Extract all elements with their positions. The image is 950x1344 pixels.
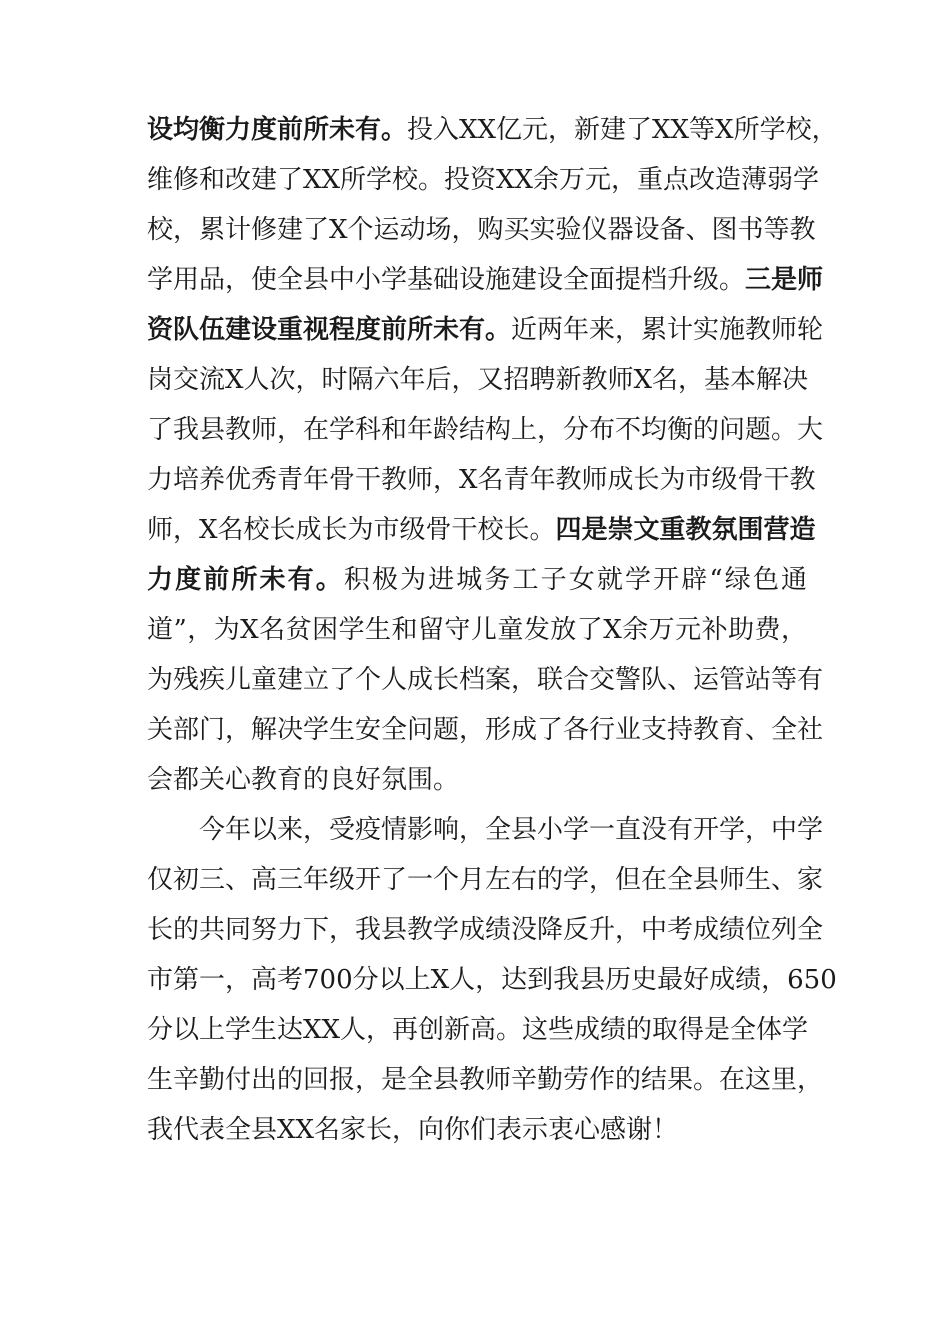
body-text: 岗交流X人次，时隔六年后，又招聘新教师X名，基本解决 bbox=[147, 365, 809, 395]
paragraph-1-line bbox=[147, 110, 838, 150]
bold-text: 资队伍建设重视程度前所未有。 bbox=[147, 315, 512, 345]
paragraph-1-line bbox=[147, 460, 816, 500]
body-text: 力培养优秀青年骨干教师，X名青年教师成长为市级骨干教 bbox=[147, 465, 816, 495]
body-text: 学用品，使全县中小学基础设施建设全面提档升级。 bbox=[147, 265, 746, 295]
paragraph-2-line bbox=[147, 860, 824, 900]
body-text: 生辛勤付出的回报，是全县教师辛勤劳作的结果。在这里， bbox=[147, 1065, 824, 1095]
body-text: 分以上学生达XX人，再创新高。这些成绩的取得是全体学 bbox=[147, 1015, 809, 1045]
paragraph-1-line bbox=[147, 560, 807, 600]
paragraph-1-line bbox=[147, 310, 824, 350]
paragraph-2-line bbox=[199, 810, 824, 850]
paragraph-2-line bbox=[147, 1110, 807, 1150]
body-text: 投入XX亿元，新建了XX等X所学校， bbox=[407, 115, 838, 145]
body-text: 师，X名校长成长为市级骨干校长。 bbox=[147, 515, 556, 545]
paragraph-1-line bbox=[147, 610, 807, 650]
paragraph-2-line bbox=[147, 1060, 824, 1100]
paragraph-1-line bbox=[147, 410, 824, 450]
paragraph-2-line bbox=[147, 1010, 807, 1050]
bold-text: 力度前所未有。 bbox=[147, 565, 344, 595]
bold-text: 三是师 bbox=[745, 265, 824, 295]
paragraph-2-line bbox=[147, 960, 837, 1000]
paragraph-1-line bbox=[147, 660, 824, 700]
body-text: 长的共同努力下，我县教学成绩没降反升，中考成绩位列全 bbox=[147, 915, 824, 945]
paragraph-1-line bbox=[147, 210, 816, 250]
body-text: 维修和改建了XX所学校。投资XX余万元，重点改造薄弱学 bbox=[147, 165, 820, 195]
body-text: 仅初三、高三年级开了一个月左右的学，但在全县师生、家 bbox=[147, 865, 824, 895]
body-text: 积极为进城务工子女就学开辟“绿色通 bbox=[343, 565, 807, 595]
bold-text: 设均衡力度前所未有。 bbox=[147, 115, 408, 145]
body-text: 市第一，高考700分以上X人，达到我县历史最好成绩，650 bbox=[147, 965, 837, 995]
paragraph-1-line bbox=[147, 760, 807, 800]
bold-text: 四是崇文重教氛围营造 bbox=[555, 515, 816, 545]
paragraph-1-line bbox=[147, 260, 824, 300]
body-text: 近两年来，累计实施教师轮 bbox=[511, 315, 824, 345]
body-text: 今年以来，受疫情影响，全县小学一直没有开学，中学 bbox=[199, 815, 824, 845]
body-text: 道”，为X名贫困学生和留守儿童发放了X余万元补助费， bbox=[147, 615, 807, 645]
paragraph-2-line bbox=[147, 910, 824, 950]
body-text: 会都关心教育的良好氛围。 bbox=[147, 765, 460, 795]
body-text: 关部门，解决学生安全问题，形成了各行业支持教育、全社 bbox=[147, 715, 824, 745]
body-text: 了我县教师，在学科和年龄结构上，分布不均衡的问题。大 bbox=[147, 415, 824, 445]
body-text: 校，累计修建了X个运动场，购买实验仪器设备、图书等教 bbox=[147, 215, 816, 245]
paragraph-1-line bbox=[147, 510, 816, 550]
paragraph-1-line bbox=[147, 710, 824, 750]
body-text: 我代表全县XX名家长，向你们表示衷心感谢！ bbox=[147, 1115, 679, 1145]
paragraph-1-line bbox=[147, 360, 807, 400]
paragraph-1-line bbox=[147, 160, 820, 200]
body-text: 为残疾儿童建立了个人成长档案，联合交警队、运管站等有 bbox=[147, 665, 824, 695]
